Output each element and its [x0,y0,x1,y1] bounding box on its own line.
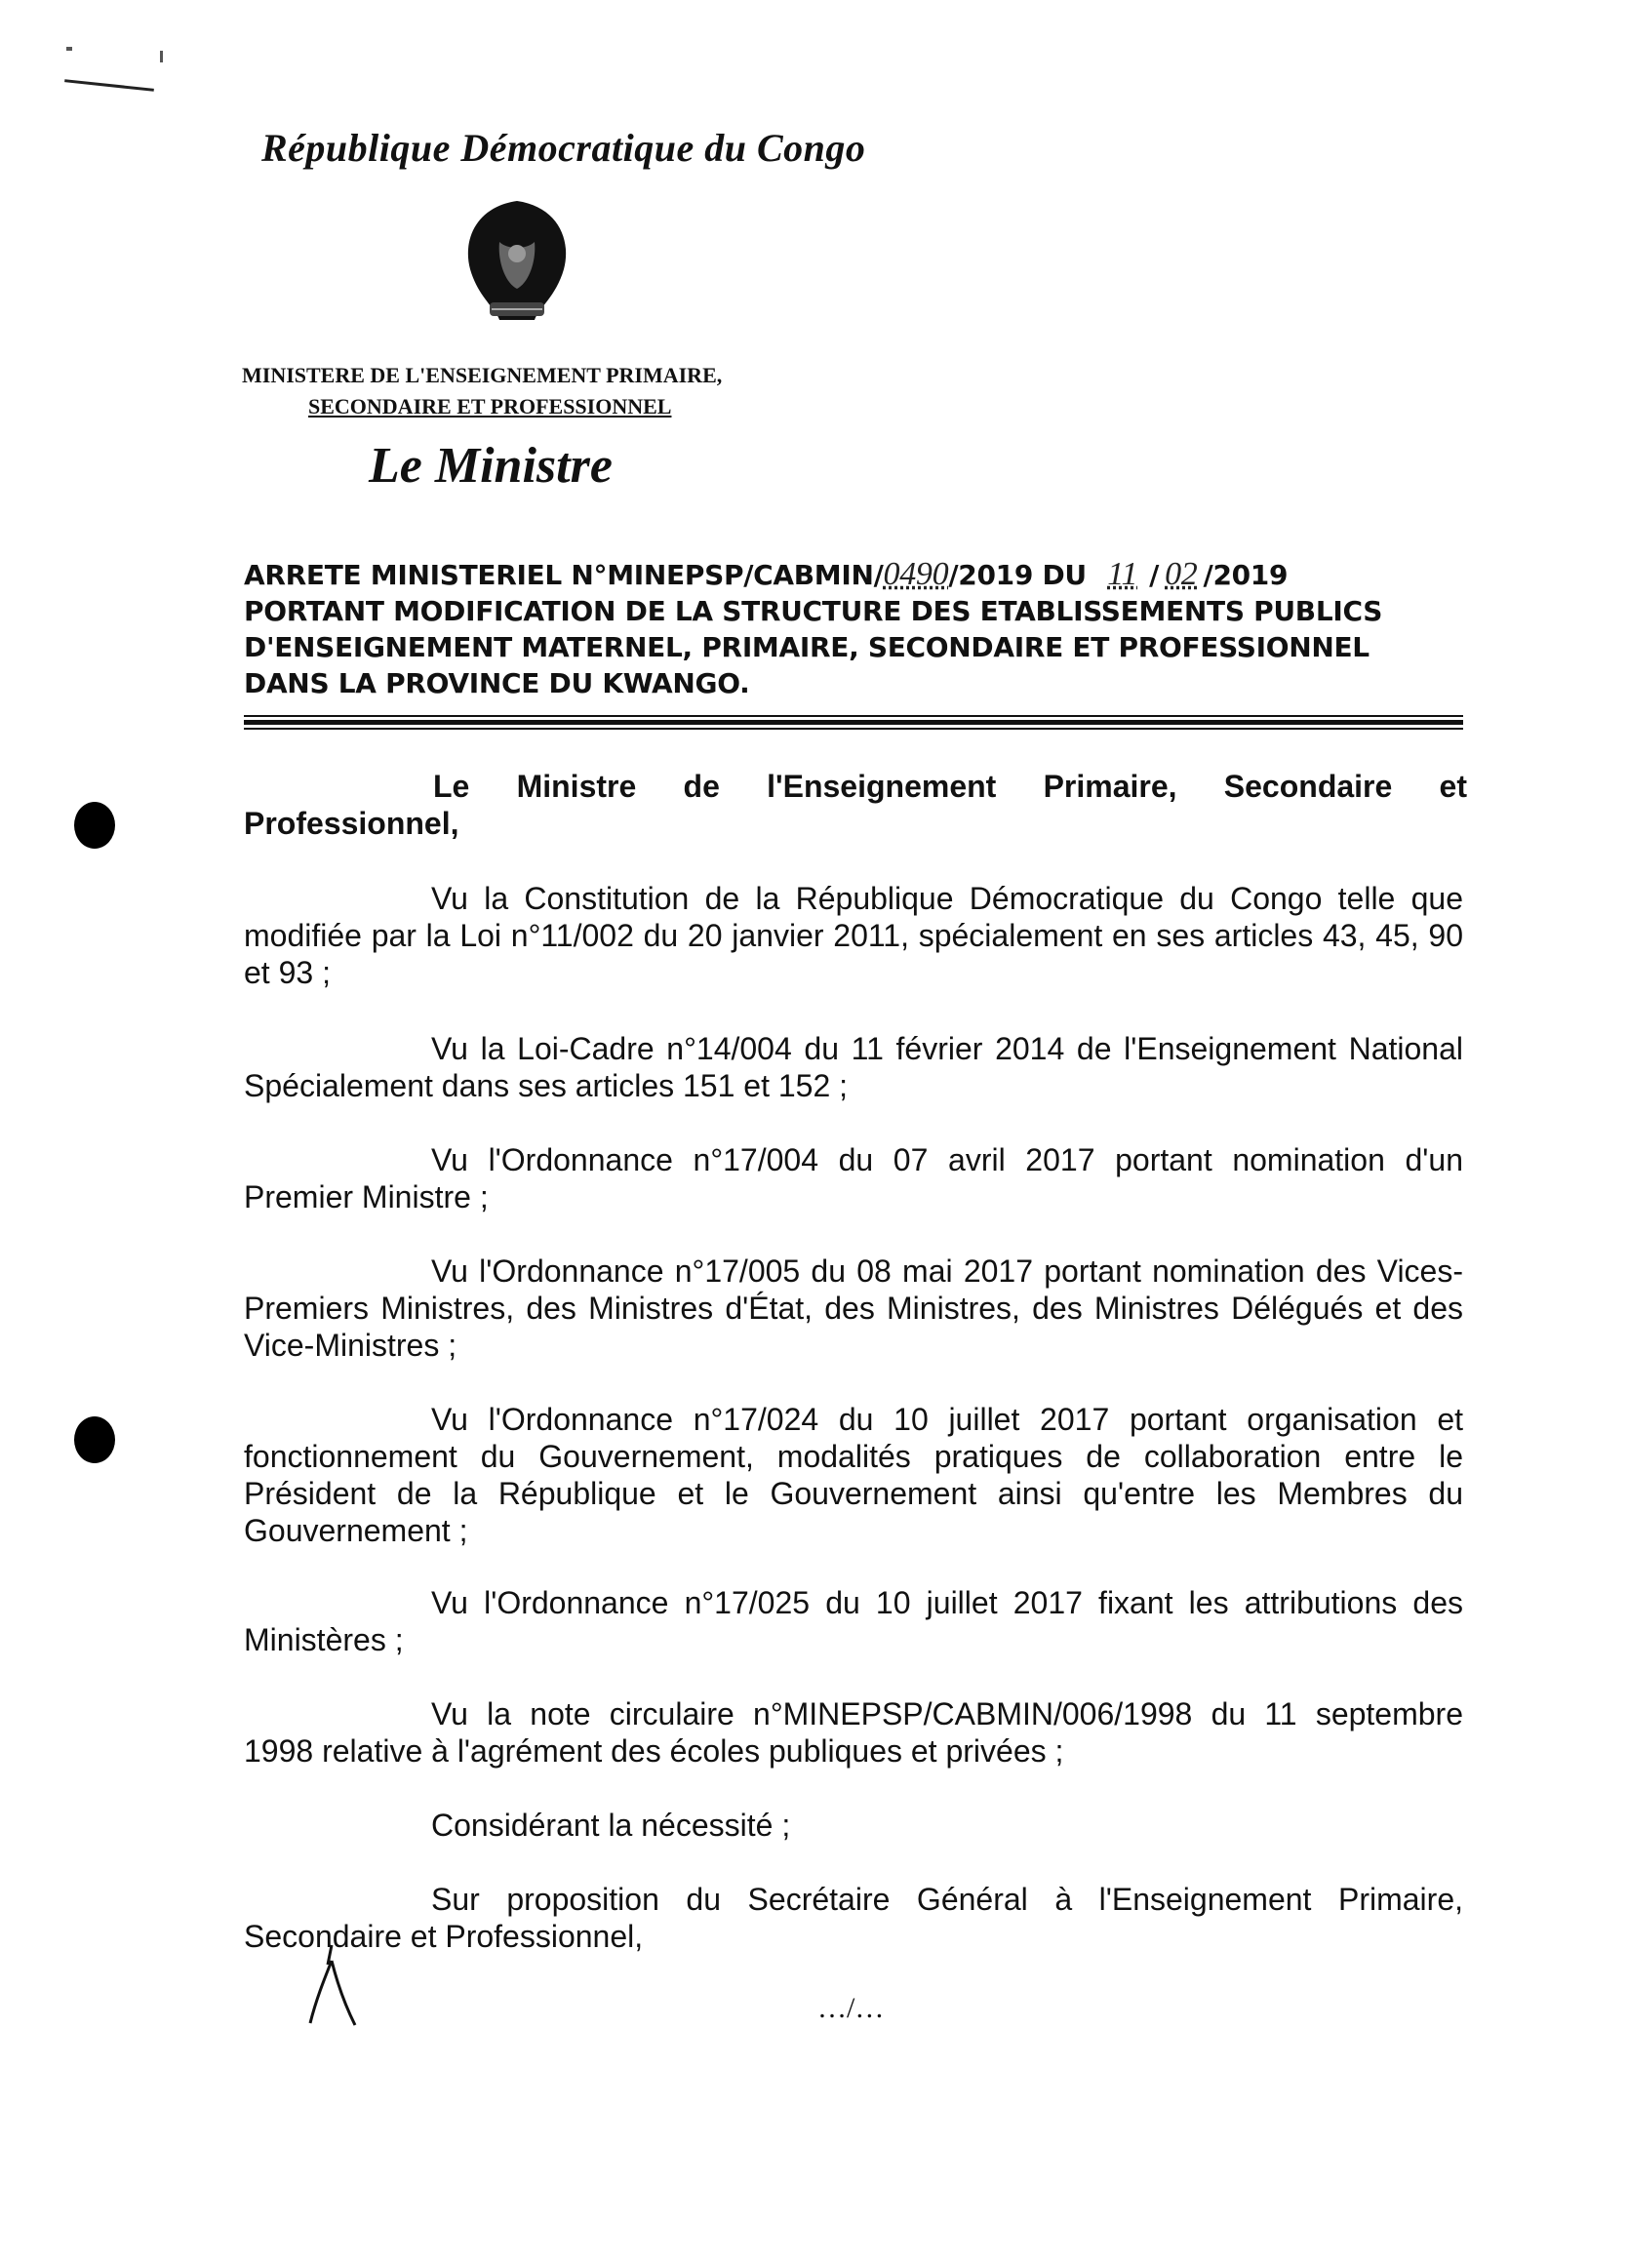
paragraph: Vu l'Ordonnance n°17/024 du 10 juillet 2017 portant organisation et fonctionnement du Gouvernement, modalités pratiques de collaboration entre le Président de la République et le Gouvernement ainsi qu'entre les Membres du Gouvernement ; [244,1402,1463,1548]
decree-year-du: /2019 DU [948,559,1096,591]
decree-title-line3: D'ENSEIGNEMENT MATERNEL, PRIMAIRE, SECONDAIRE ET PROFESSIONNEL [244,631,1370,663]
ministry-name-line1: MINISTERE DE L'ENSEIGNEMENT PRIMAIRE, [242,363,723,387]
paragraph: Vu la Constitution de la République Démocratique du Congo telle que modifiée par la Loi n°11/002 du 20 janvier 2011, spécialement en ses articles 43, 45, 90 et 93 ; [244,881,1463,990]
paragraph: Vu l'Ordonnance n°17/025 du 10 juillet 2017 fixant les attributions des Ministères ; [244,1585,1463,1657]
decree-date-sep: / [1149,559,1160,591]
paragraph: Vu l'Ordonnance n°17/004 du 07 avril 2017 portant nomination d'un Premier Ministre ; [244,1142,1463,1214]
paragraph: Vu la Loi-Cadre n°14/004 du 11 février 2014 de l'Enseignement National Spécialement dans ses articles 151 et 152 ; [244,1031,1463,1103]
ministry-name-line2: SECONDAIRE ET PROFESSIONNEL [308,394,672,418]
decree-number-handwritten: 0490 [883,556,949,592]
coat-of-arms-emblem [449,193,585,330]
title-divider-thin [244,715,1463,717]
decree-title [244,556,1473,701]
country-name: République Démocratique du Congo [261,126,866,170]
punch-hole [74,802,115,849]
scan-mark [160,51,163,62]
title-divider-thick [244,720,1463,725]
decree-month-handwritten: 02 [1165,556,1198,592]
decree-day-handwritten: 11 [1107,556,1138,592]
decree-title-line4: DANS LA PROVINCE DU KWANGO. [244,667,750,699]
decree-title-line2: PORTANT MODIFICATION DE LA STRUCTURE DES ETABLISSEMENTS PUBLICS [244,595,1383,627]
intro-line1: Le Ministre de l'Enseignement Primaire, Secondaire et [433,769,1467,804]
paragraph: Sur proposition du Secrétaire Général à l'Enseignement Primaire, Secondaire et Professionnel, [244,1882,1463,1954]
paragraph: Vu l'Ordonnance n°17/005 du 08 mai 2017 portant nomination des Vices-Premiers Ministres, des Ministres d'État, des Ministres, des Ministres Délégués et des Vice-Ministres ; [244,1253,1463,1363]
scan-line [64,79,154,92]
scan-mark [66,47,72,51]
minister-title: Le Ministre [369,438,613,494]
decree-title-line1 [244,556,1473,593]
initials-signature [302,1941,361,2029]
title-divider-thin [244,728,1463,730]
decree-prefix: ARRETE MINISTERIEL N°MINEPSP/CABMIN/ [244,559,884,591]
continuation-marker: …/… [817,1992,885,2024]
paragraph: Vu la note circulaire n°MINEPSP/CABMIN/006/1998 du 11 septembre 1998 relative à l'agrément des écoles publiques et privées ; [244,1696,1463,1769]
decree-year: /2019 [1203,559,1289,591]
punch-hole [74,1416,115,1463]
intro-line2: Professionnel, [244,806,459,841]
paragraph: Considérant la nécessité ; [431,1808,791,1843]
